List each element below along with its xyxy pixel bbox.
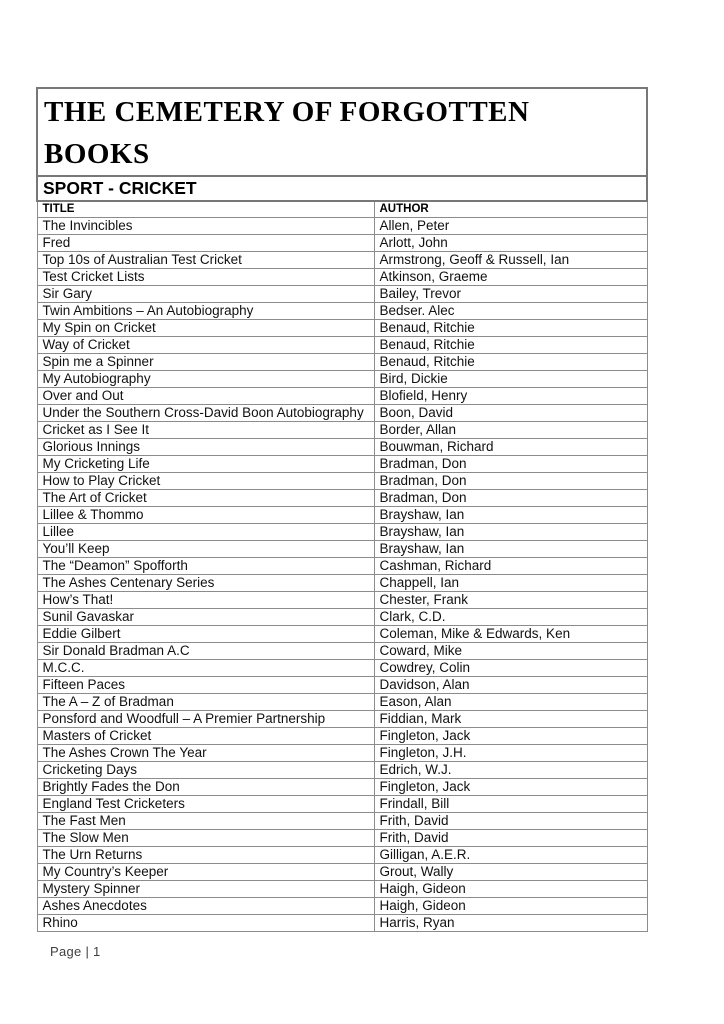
title-cell: Spin me a Spinner [37,354,374,371]
table-row [37,354,647,371]
author-cell: Cowdrey, Colin [374,660,647,677]
table-row [37,830,647,847]
table-row [37,592,647,609]
title-cell: Sir Gary [37,286,374,303]
author-cell: Chappell, Ian [374,575,647,592]
title-cell: The A – Z of Bradman [37,694,374,711]
author-cell: Bouwman, Richard [374,439,647,456]
title-cell: Top 10s of Australian Test Cricket [37,252,374,269]
table-header-row [37,201,647,218]
section-row [37,176,647,201]
author-cell: Benaud, Ritchie [374,354,647,371]
title-cell: Ponsford and Woodfull – A Premier Partnership [37,711,374,728]
table-row [37,813,647,830]
title-cell: Mystery Spinner [37,881,374,898]
author-cell: Fiddian, Mark [374,711,647,728]
author-cell: Brayshaw, Ian [374,524,647,541]
column-header-author: AUTHOR [374,201,647,218]
author-cell: Frith, David [374,813,647,830]
author-cell: Border, Allan [374,422,647,439]
column-header-title: TITLE [37,201,374,218]
table-row [37,252,647,269]
author-cell: Coleman, Mike & Edwards, Ken [374,626,647,643]
title-cell: Fifteen Paces [37,677,374,694]
title-cell: Lillee [37,524,374,541]
title-cell: The Urn Returns [37,847,374,864]
author-cell: Haigh, Gideon [374,881,647,898]
title-cell: Fred [37,235,374,252]
title-cell: England Test Cricketers [37,796,374,813]
title-cell: Brightly Fades the Don [37,779,374,796]
title-cell: Masters of Cricket [37,728,374,745]
title-cell: The Invincibles [37,218,374,235]
title-cell: Way of Cricket [37,337,374,354]
title-cell: The “Deamon” Spofforth [37,558,374,575]
author-cell: Bradman, Don [374,456,647,473]
table-row [37,711,647,728]
title-cell: Twin Ambitions – An Autobiography [37,303,374,320]
author-cell: Chester, Frank [374,592,647,609]
table-row [37,609,647,626]
title-cell: Under the Southern Cross-David Boon Autobiography [37,405,374,422]
table-row [37,218,647,235]
author-cell: Clark, C.D. [374,609,647,626]
title-cell: Eddie Gilbert [37,626,374,643]
table-row [37,864,647,881]
table-row [37,626,647,643]
author-cell: Cashman, Richard [374,558,647,575]
author-cell: Boon, David [374,405,647,422]
table-body [37,218,647,932]
table-row [37,490,647,507]
author-cell: Armstrong, Geoff & Russell, Ian [374,252,647,269]
table-row [37,388,647,405]
title-cell: Over and Out [37,388,374,405]
table-row [37,575,647,592]
table-row [37,660,647,677]
author-cell: Bradman, Don [374,490,647,507]
table-row [37,456,647,473]
author-cell: Brayshaw, Ian [374,541,647,558]
author-cell: Atkinson, Graeme [374,269,647,286]
table-row [37,796,647,813]
author-cell: Bedser. Alec [374,303,647,320]
title-cell: The Art of Cricket [37,490,374,507]
title-cell: You’ll Keep [37,541,374,558]
table-row [37,303,647,320]
title-cell: The Slow Men [37,830,374,847]
table-row [37,320,647,337]
author-cell: Bird, Dickie [374,371,647,388]
table-row [37,643,647,660]
table-row [37,881,647,898]
author-cell: Bailey, Trevor [374,286,647,303]
author-cell: Haigh, Gideon [374,898,647,915]
title-cell: Test Cricket Lists [37,269,374,286]
table-row [37,422,647,439]
table-row [37,473,647,490]
book-table [36,87,648,932]
title-row [37,88,647,176]
page-number: Page | 1 [50,944,101,959]
author-cell: Fingleton, Jack [374,728,647,745]
table-row [37,439,647,456]
author-cell: Arlott, John [374,235,647,252]
title-cell: Cricketing Days [37,762,374,779]
table-row [37,541,647,558]
title-cell: My Cricketing Life [37,456,374,473]
author-cell: Harris, Ryan [374,915,647,932]
table-row [37,507,647,524]
table-row [37,762,647,779]
title-cell: Sir Donald Bradman A.C [37,643,374,660]
table-row [37,524,647,541]
title-cell: The Ashes Crown The Year [37,745,374,762]
table-row [37,915,647,932]
table-row [37,235,647,252]
author-cell: Frindall, Bill [374,796,647,813]
title-cell: The Ashes Centenary Series [37,575,374,592]
author-cell: Davidson, Alan [374,677,647,694]
author-cell: Grout, Wally [374,864,647,881]
table-row [37,694,647,711]
table-row [37,405,647,422]
title-cell: Rhino [37,915,374,932]
author-cell: Benaud, Ritchie [374,337,647,354]
table-row [37,677,647,694]
page-title: THE CEMETERY OF FORGOTTEN BOOKS [37,88,647,176]
author-cell: Brayshaw, Ian [374,507,647,524]
author-cell: Eason, Alan [374,694,647,711]
author-cell: Fingleton, Jack [374,779,647,796]
author-cell: Frith, David [374,830,647,847]
title-cell: Sunil Gavaskar [37,609,374,626]
table-row [37,728,647,745]
title-cell: Lillee & Thommo [37,507,374,524]
table-row [37,286,647,303]
table-row [37,898,647,915]
table-row [37,847,647,864]
author-cell: Coward, Mike [374,643,647,660]
author-cell: Bradman, Don [374,473,647,490]
author-cell: Allen, Peter [374,218,647,235]
title-cell: Glorious Innings [37,439,374,456]
author-cell: Gilligan, A.E.R. [374,847,647,864]
table-row [37,337,647,354]
title-cell: My Spin on Cricket [37,320,374,337]
table-row [37,558,647,575]
title-cell: Ashes Anecdotes [37,898,374,915]
table-row [37,269,647,286]
title-cell: Cricket as I See It [37,422,374,439]
title-cell: My Autobiography [37,371,374,388]
title-cell: How to Play Cricket [37,473,374,490]
table-row [37,779,647,796]
table-row [37,745,647,762]
title-cell: How’s That! [37,592,374,609]
author-cell: Benaud, Ritchie [374,320,647,337]
section-heading: SPORT - CRICKET [37,176,647,201]
title-cell: The Fast Men [37,813,374,830]
author-cell: Edrich, W.J. [374,762,647,779]
title-cell: M.C.C. [37,660,374,677]
table-row [37,371,647,388]
author-cell: Blofield, Henry [374,388,647,405]
title-cell: My Country’s Keeper [37,864,374,881]
author-cell: Fingleton, J.H. [374,745,647,762]
